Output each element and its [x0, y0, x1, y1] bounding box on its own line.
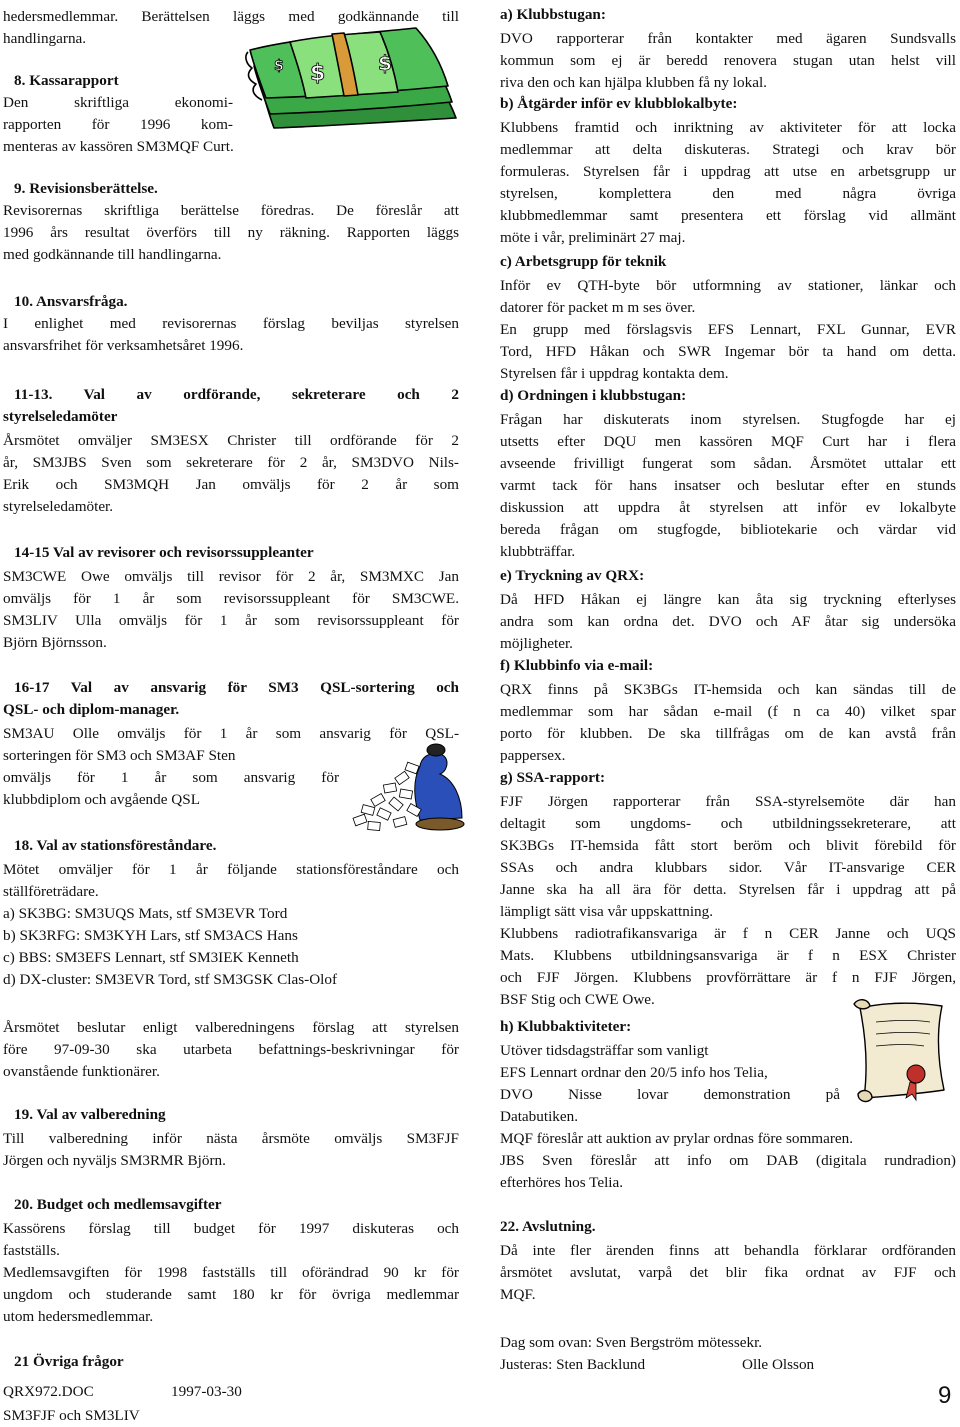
section-22-heading: 22. Avslutning. — [500, 1218, 596, 1235]
item-a-heading: a) Klubbstugan: — [500, 6, 606, 23]
intro-text: hedersmedlemmar. Berättelsen läggs med godkännande till handlingarna. — [3, 8, 459, 47]
section-11-13: 11-13. Val av ordförande, sekreterare och 2 styrelseledamöter Årsmötet omväljer SM3ESX Christer till ordförande för 2 år, SM3JBS Sven som sekreterare för 2 år, SM3DVO Nils- Erik och SM3MQH Jan omväljs för 2 år som styrelseledamöter. — [3, 386, 459, 515]
item-e-tryckning: e) Tryckning av QRX: Då HFD Håkan ej längre kan åta sig tryckning efterlyses andra som kan ordna det. DVO och AF åtar sig undersöka möjligheter. — [500, 567, 956, 652]
item-b-heading: b) Åtgärder inför ev klubblokalbyte: — [500, 95, 738, 112]
item-c-arbetsgrupp: c) Arbetsgrupp för teknik Inför ev QTH-byte bör utformning av stationer, länkar och datorer för packet m m ses över. En grupp med förslagsvis EFS Lennart, FXL Gunnar, EVR Tord, HFD Håkan och SWR Ingemar bör ta hand om detta. Styrelsen får i uppdrag kontakta dem. — [500, 253, 956, 382]
section-8-heading: 8. Kassarapport — [14, 72, 119, 89]
item-d-heading: d) Ordningen i klubbstugan: — [500, 387, 687, 404]
item-e-heading: e) Tryckning av QRX: — [500, 567, 645, 584]
item-a-klubbstugan: a) Klubbstugan: DVO rapporterar från kontakter med ägaren Sundsvalls kommun som ej är beredd renovera stugan utan helst vill riva den och kan hjälpa klubben få ny lokal. — [500, 6, 956, 91]
section-10-heading: 10. Ansvarsfråga. — [14, 293, 128, 310]
section-16-17: 16-17 Val av ansvarig för SM3 QSL-sortering och QSL- och diplom-manager. SM3AU Olle omväljs för 1 år som ansvarig för QSL- sorteringen för SM3 och SM3AF Sten omväljs för 1 år som ansvarig för klubbdiplom och avgående QSL — [3, 679, 459, 808]
item-d-ordningen: d) Ordningen i klubbstugan: Frågan har diskuterats inom styrelsen. Stugfogde har ej utsetts efter DQU men kassören MQF Curt har i flera avseende frivilligt fungerat som sådan. Årsmötet uttalar ett varmt tack för hans insatser och beslutar efter en stunds diskussion att uppdra åt styrelsen att inför ev lokalbyte bereda frågan om stugfogde, bibliotekarie och värdar vid klubbträffar. — [500, 387, 956, 560]
section-19: 19. Val av valberedning Till valberedning inför nästa årsmöte omväljs SM3FJF Jörgen och nyväljs SM3RMR Björn. — [3, 1106, 459, 1169]
section-11-heading: 11-13. Val av ordförande, sekreterare och 2 — [14, 386, 459, 403]
section-19-heading: 19. Val av valberedning — [14, 1106, 166, 1123]
footer-date: 1997-03-30 — [171, 1383, 242, 1400]
section-20: 20. Budget och medlemsavgifter Kassörens förslag till budget för 1997 diskuteras och fastställs. Medlemsavgiften för 1998 fastställs till oförändrad 90 kr för ungdom och studerande samt 180 kr för övriga medlemmar utom hedersmedlemmar. — [3, 1196, 459, 1325]
section-9: 9. Revisionsberättelse. Revisorernas skriftliga berättelse föredras. De föreslår att 1996 års resultat överförs till ny räkning. Rapporten läggs med godkännande till handlingarna. — [3, 180, 459, 263]
signatures: Dag som ovan: Sven Bergström mötessekr. Justeras: Sten Backlund Olle Olsson — [500, 1332, 956, 1354]
section-14-15: 14-15 Val av revisorer och revisorssuppleanter SM3CWE Owe omväljs till revisor för 2 år, SM3MXC Jan omväljs för 1 år som revisorssuppleant för SM3CWE. SM3LIV Ulla omväljs för 1 år som revisorssuppleant för Björn Björnsson. — [3, 544, 459, 651]
item-g-heading: g) SSA-rapport: — [500, 769, 606, 786]
page-number: 9 — [938, 1382, 952, 1409]
section-16-heading: 16-17 Val av ansvarig för SM3 QSL-sortering och — [14, 679, 459, 696]
section-18-heading: 18. Val av stationsföreståndare. — [14, 837, 217, 854]
section-8: 8. Kassarapport Den skriftliga ekonomi- rapporten för 1996 kom- menteras av kassören SM3MQF Curt. — [3, 72, 234, 155]
footer-file: QRX972.DOC — [3, 1383, 94, 1400]
item-f-heading: f) Klubbinfo via e-mail: — [500, 657, 654, 674]
item-g-ssa-rapport: g) SSA-rapport: FJF Jörgen rapporterar från SSA-styrelsemöte där han deltagit som ungdoms- och utbildningssekreterare, att SK3BGs IT-hemsida fått stort beröm och blivit förebild för SSAs och andra klubbars sidor. Vår IT-ansvarige CER Janne ska ha all ära för detta. Styrelsen får i uppdrag att på lämpligt sätt visa vår uppskattning. Klubbens radiotrafikansvariga är f n CER Janne och UQS Mats. Klubbens utbildningsansvariga är f n ESX Christer och FJF Jörgen. Klubbens provförrättare är f n FJF Jörgen, BSF Stig och CWE Owe. — [500, 769, 956, 1008]
item-h-heading: h) Klubbaktiviteter: — [500, 1018, 632, 1035]
footer-authors: SM3FJF och SM3LIV — [3, 1407, 140, 1424]
section-10: 10. Ansvarsfråga. I enlighet med revisorernas förslag beviljas styrelsen ansvarsfrihet för verksamhetsåret 1996. — [3, 293, 459, 354]
diploma-scroll-icon — [846, 998, 954, 1108]
item-c-heading: c) Arbetsgrupp för teknik — [500, 253, 667, 270]
item-h-klubbaktiviteter: h) Klubbaktiviteter: Utöver tidsdagsträffar som vanligt EFS Lennart ordnar den 20/5 info hos Telia, DVO Nisse lovar demonstration på Databutiken. MQF föreslår att auktion av prylar ordnas före sommaren. JBS Sven föreslår att info om DAB (digitala rundradion) efterhöres hos Telia. — [500, 1018, 956, 1191]
item-f-klubbinfo: f) Klubbinfo via e-mail: QRX finns på SK3BGs IT-hemsida och kan sändas till de medlemmar som har sådan e-mail (f n ca 40) vilket spar porto för klubben. De ska tillfrågas om de kan avstå från pappersex. — [500, 657, 956, 764]
svg-text:$: $ — [310, 61, 326, 86]
valberedning-decision: Årsmötet beslutar enligt valberedningens förslag att styrelsen före 97-09-30 ska utarbeta befattnings-beskrivningar för ovanstående funktionärer. — [3, 1019, 459, 1080]
qsl-cards-icon — [350, 740, 468, 836]
section-21 — [3, 1351, 124, 1373]
section-20-heading: 20. Budget och medlemsavgifter — [14, 1196, 222, 1213]
money-stack-icon — [240, 22, 480, 130]
svg-text:$: $ — [378, 51, 392, 75]
section-21-heading: 21 Övriga frågor — [14, 1353, 124, 1370]
item-b-atgarder: b) Åtgärder inför ev klubblokalbyte: Klubbens framtid och inriktning av aktiviteter för att locka medlemmar att delta diskuteras. Strategi och krav bör formuleras. Styrelsen får i uppdrag att utse en arbetsgrupp ur styrelsen, komplettera den med några övriga klubbmedlemmar samt presentera ett förslag vid allmänt möte i vår, preliminärt 27 maj. — [500, 95, 956, 246]
section-14-heading: 14-15 Val av revisorer och revisorssuppleanter — [14, 544, 314, 561]
signature-justeras: Justeras: Sten Backlund — [500, 1356, 646, 1373]
signature-second: Olle Olsson — [742, 1356, 815, 1373]
section-9-heading: 9. Revisionsberättelse. — [14, 180, 158, 197]
section-22: 22. Avslutning. Då inte fler ärenden finns att behandla förklarar ordföranden årsmötet avslutat, varpå det blir fika ordnat av FJF och MQF. — [500, 1218, 956, 1303]
svg-text:$: $ — [274, 58, 284, 74]
section-18: 18. Val av stationsföreståndare. Mötet omväljer för 1 år följande stationsföreståndare och ställföreträdare. a) SK3BG: SM3UQS Mats, stf SM3EVR Tord b) SK3RFG: SM3KYH Lars, stf SM3ACS Hans c) BBS: SM3EFS Lennart, stf SM3IEK Kenneth d) DX-cluster: SM3EVR Tord, stf SM3GSK Clas-Olof — [3, 837, 459, 988]
